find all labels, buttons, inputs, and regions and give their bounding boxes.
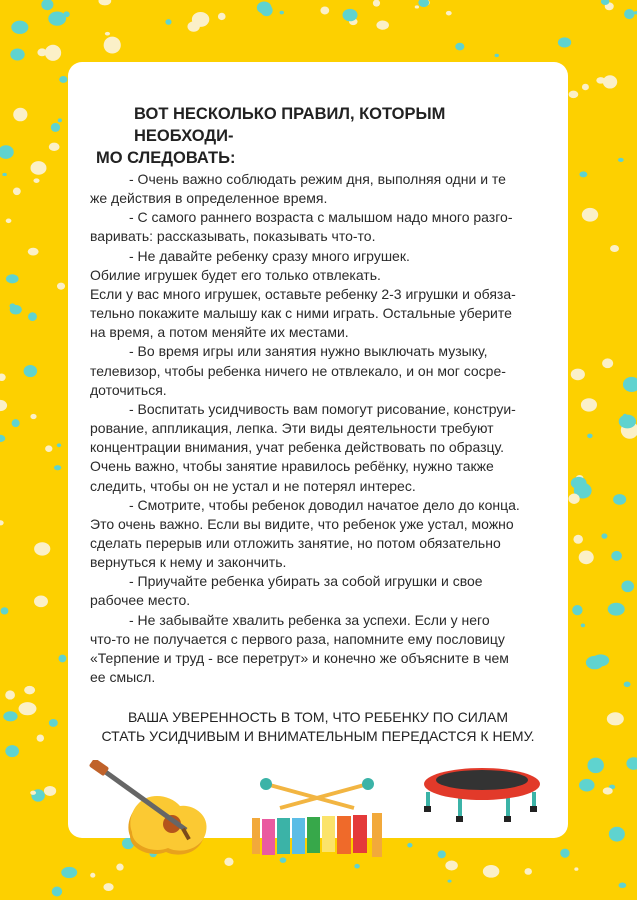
dot <box>626 757 637 770</box>
dot <box>603 75 617 88</box>
text-line: «Терпение и труд - все перетрут» и конечно же объясните в чем <box>90 649 509 666</box>
dot <box>116 864 123 871</box>
dot <box>446 11 452 16</box>
guitar-icon <box>86 760 216 860</box>
text-line: тельно покажите малышу как с ними играть. Остальные уберите <box>90 305 512 322</box>
dot <box>624 9 634 19</box>
text-line: что-то не получается с первого раза, напомните ему пословицу <box>90 630 505 647</box>
dot <box>569 91 579 98</box>
dot <box>218 13 226 20</box>
dot <box>376 20 389 29</box>
dot <box>621 580 634 592</box>
dot <box>10 49 24 61</box>
dot <box>57 283 65 290</box>
dot <box>105 32 110 36</box>
dot <box>165 19 171 25</box>
dot <box>320 6 329 14</box>
dot <box>0 435 5 442</box>
dot <box>610 245 619 252</box>
dot <box>59 76 67 83</box>
footer-line-1: ВАША УВЕРЕННОСТЬ В ТОМ, ЧТО РЕБЕНКУ ПО СИЛАМ <box>127 709 509 725</box>
dot <box>579 779 595 792</box>
dot <box>5 745 19 757</box>
dot <box>261 5 273 16</box>
dot <box>587 758 603 773</box>
dot <box>2 173 7 176</box>
dot <box>609 827 625 842</box>
text-line: на время, а потом меняйте их местами. <box>90 324 349 341</box>
text-line: рование, аппликация, лепка. Эти виды деятельности требуют <box>90 420 494 437</box>
dot <box>34 596 48 608</box>
dot <box>579 550 594 564</box>
dot <box>45 45 61 61</box>
text-line: - Воспитать усидчивость вам помогут рисование, конструи- <box>129 400 516 417</box>
rules-text <box>90 170 550 687</box>
dot <box>24 365 38 377</box>
dot <box>624 682 631 688</box>
dot <box>51 123 60 132</box>
text-line: сделать перерыв или отложить занятие, но потом обязательно <box>90 534 501 551</box>
dot <box>611 551 622 561</box>
dot <box>623 377 637 392</box>
dot <box>415 5 419 8</box>
dot <box>3 711 17 721</box>
dot <box>524 868 531 875</box>
footer-text <box>68 708 568 746</box>
dot <box>0 520 4 525</box>
dot <box>0 145 14 159</box>
dot <box>613 494 626 505</box>
page-title <box>96 103 546 169</box>
dot <box>41 0 53 10</box>
text-line: - Не забывайте хвалить ребенка за успехи. Если у него <box>129 611 490 628</box>
footer-line-2: СТАТЬ УСИДЧИВЫМ И ВНИМАТЕЛЬНЫМ ПЕРЕДАСТСЯ К НЕМУ. <box>101 728 535 744</box>
dot <box>49 143 60 151</box>
dot <box>9 303 15 308</box>
dot <box>1 607 9 614</box>
dot <box>582 208 598 222</box>
dot <box>34 542 50 555</box>
dot <box>104 37 121 54</box>
text-line: Очень важно, чтобы занятие нравилось ребёнку, нужно также <box>90 458 494 475</box>
dot <box>601 533 607 538</box>
dot <box>373 0 380 7</box>
text-line: - Во время игры или занятия нужно выключать музыку, <box>129 343 488 360</box>
dot <box>58 655 66 663</box>
title-line-1: ВОТ НЕСКОЛЬКО ПРАВИЛ, КОТОРЫМ НЕОБХОДИ- <box>134 105 446 145</box>
dot <box>224 858 233 866</box>
text-line: рабочее место. <box>90 592 191 609</box>
dot <box>98 0 111 5</box>
trampoline-icon <box>420 762 545 852</box>
text-line: Обилие игрушек будет его только отвлекать. <box>90 266 381 283</box>
dot <box>603 787 613 794</box>
dot <box>343 9 358 21</box>
dot <box>560 849 569 858</box>
dot <box>28 312 37 321</box>
dot <box>12 419 20 427</box>
dot <box>571 477 587 489</box>
dot <box>24 686 35 694</box>
text-line: же действия в определенное время. <box>90 190 328 207</box>
dot <box>6 274 19 283</box>
dot <box>587 434 592 439</box>
text-line: следить, чтобы он не устал и не потерял интерес. <box>90 477 416 494</box>
dot <box>586 656 604 669</box>
dot <box>37 734 44 741</box>
text-line: доточиться. <box>90 381 167 398</box>
dot <box>579 171 587 177</box>
text-line: - Очень важно соблюдать режим дня, выполняя одни и те <box>129 171 506 187</box>
title-line-2: МО СЛЕДОВАТЬ: <box>96 149 236 167</box>
dot <box>19 702 37 715</box>
dot <box>445 860 458 870</box>
dot <box>573 535 583 544</box>
dot <box>90 873 95 878</box>
dot <box>607 712 624 725</box>
dot <box>618 158 624 162</box>
text-line: - Не давайте ребенку сразу много игрушек. <box>129 247 410 264</box>
dot <box>581 624 585 628</box>
dot <box>5 690 15 699</box>
text-line: Если у вас много игрушек, оставьте ребенку 2-3 игрушки и обяза- <box>90 285 516 302</box>
dot <box>602 358 613 368</box>
dot <box>568 494 579 504</box>
dot <box>572 605 582 615</box>
dot <box>558 37 571 47</box>
dot <box>582 84 589 91</box>
dot <box>47 791 52 795</box>
dot <box>48 12 66 26</box>
dot <box>33 178 39 183</box>
dot <box>280 11 284 15</box>
text-line: Это очень важно. Если вы видите, что ребенок уже устал, можно <box>90 515 514 532</box>
dot <box>495 54 499 57</box>
dot <box>447 880 451 883</box>
dot <box>61 867 77 878</box>
dot <box>52 887 62 897</box>
dot <box>574 867 578 870</box>
dot <box>608 603 625 616</box>
dot <box>0 400 7 411</box>
dot <box>45 445 52 452</box>
text-line: варивать: рассказывать, показывать что-то. <box>90 228 376 245</box>
dot <box>49 719 58 727</box>
dot <box>483 865 500 878</box>
text-line: вернуться к нему и закончить. <box>90 554 287 571</box>
dot <box>37 48 46 56</box>
text-line: ее смысл. <box>90 669 156 686</box>
dot <box>619 883 627 889</box>
text-line: - Смотрите, чтобы ребенок доводил начатое дело до конца. <box>129 496 520 513</box>
dot <box>30 791 36 795</box>
dot <box>58 118 62 122</box>
dot <box>6 219 12 224</box>
dot <box>11 21 28 34</box>
dot <box>13 108 27 122</box>
dot <box>30 161 46 175</box>
text-line: концентрации внимания, учат ребенка действовать по образцу. <box>90 439 505 456</box>
dot <box>619 415 636 429</box>
dot <box>418 0 429 7</box>
dot <box>13 187 21 195</box>
dot <box>0 374 6 381</box>
dot <box>455 43 464 51</box>
dot <box>54 465 61 470</box>
dot <box>30 414 36 419</box>
dot <box>407 843 412 848</box>
dot <box>571 369 585 381</box>
dot <box>581 398 597 411</box>
dot <box>57 443 61 447</box>
text-line: телевизор, чтобы ребенка ничего не отвлекало, и он мог сосре- <box>90 362 506 379</box>
dot <box>28 248 39 256</box>
text-line: - Приучайте ребенка убирать за собой игрушки и свое <box>129 573 483 590</box>
dot <box>103 883 113 891</box>
text-line: - С самого раннего возраста с малышом надо много разго- <box>129 209 513 226</box>
dot <box>192 12 209 27</box>
xylophone-icon <box>250 775 385 865</box>
